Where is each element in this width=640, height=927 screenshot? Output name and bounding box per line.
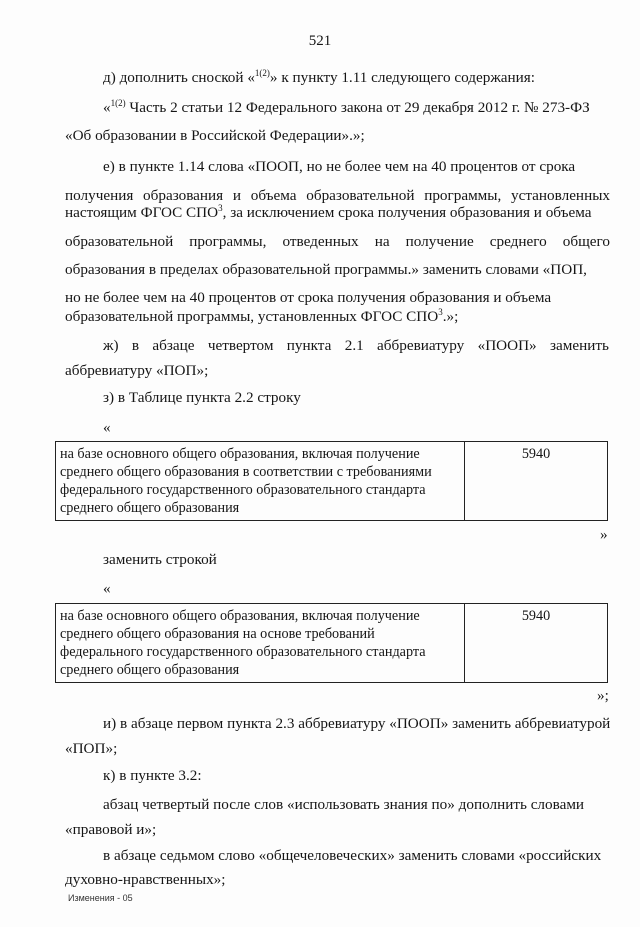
quote-open-2: «: [103, 580, 111, 597]
paragraph-e-line-7: образовательной программы, установленных ФГОС СПО$^3$.»;: [65, 307, 459, 325]
old-row-description: на базе основного общего образования, включая получение среднего общего образования в соответствии с требованиями федерального государственного образовательного стандарта среднего общего образования: [56, 442, 465, 521]
word: «ПООП»: [477, 337, 537, 354]
paragraph-k: к) в пункте 3.2:: [103, 767, 202, 784]
footnote-line-1: «$^{1(2)}$ Часть 2 статьи 12 Федерального закона от 29 декабря 2012 г. № 273-ФЗ: [103, 98, 590, 116]
word: 2.1: [344, 337, 364, 354]
word: образовательной: [65, 233, 174, 250]
word: аббревиатуру: [377, 337, 465, 354]
paragraph-e-line-3: настоящим ФГОС СПО$^3$, за исключением срока получения образования и объема: [65, 203, 592, 221]
word: четвертом: [207, 337, 274, 354]
new-row-description: на базе основного общего образования, включая получение среднего общего образования на основе требований федерального государственного образовательного стандарта среднего общего образования: [56, 604, 465, 683]
paragraph-i-line-2: «ПОП»;: [65, 740, 118, 757]
footer-revision-mark: Изменения - 05: [68, 893, 133, 903]
word: абзаце: [152, 337, 195, 354]
paragraph-i-line-1: и) в абзаце первом пункта 2.3 аббревиатуру «ПООП» заменить аббревиатурой: [103, 715, 611, 732]
paragraph-k-abz7-line-2: духовно-нравственных»;: [65, 871, 226, 888]
old-row-value: 5940: [465, 442, 608, 521]
paragraph-e-line-1: е) в пункте 1.14 слова «ПООП, но не более чем на 40 процентов от срока: [103, 158, 576, 175]
paragraph-k-abz4-line-1: абзац четвертый после слов «использовать знания по» дополнить словами: [103, 796, 585, 813]
paragraph-e-line-6: но не более чем на 40 процентов от срока получения образования и объема: [65, 289, 552, 306]
paragraph-k-abz7-line-1: в абзаце седьмом слово «общечеловеческих» заменить словами «российских: [103, 847, 602, 864]
paragraph-zh-line-2: аббревиатуру «ПОП»;: [65, 362, 209, 379]
word: получение: [405, 233, 474, 250]
word: в: [131, 337, 140, 354]
new-row-value: 5940: [465, 604, 608, 683]
word: программы,: [189, 233, 267, 250]
new-table-row: [55, 603, 608, 683]
quote-open-1: «: [103, 419, 111, 436]
word: заменить: [550, 337, 609, 354]
word: общего: [562, 233, 610, 250]
word: на: [374, 233, 390, 250]
paragraph-k-abz4-line-2: «правовой и»;: [65, 821, 157, 838]
quote-close-2: »;: [597, 687, 609, 704]
word: ж): [103, 337, 119, 354]
paragraph-e-line-5: образования в пределах образовательной программы.» заменить словами «ПОП,: [65, 261, 587, 278]
page-number: 521: [308, 33, 332, 49]
paragraph-zh-line-1: [103, 336, 609, 356]
paragraph-e-line-2: получения образования и объема образовательной программы, установленных: [65, 187, 610, 204]
old-table-row: [55, 441, 608, 521]
word: среднего: [489, 233, 547, 250]
word: пункта: [286, 337, 332, 354]
paragraph-d: д) дополнить сноской «$^{1(2)}$» к пункту 1.11 следующего содержания:: [103, 68, 536, 86]
replace-with-row: заменить строкой: [103, 551, 217, 568]
quote-close-1: »: [600, 526, 608, 543]
paragraph-z: з) в Таблице пункта 2.2 строку: [103, 389, 301, 406]
paragraph-e-line-4: [65, 232, 610, 252]
word: отведенных: [282, 233, 359, 250]
footnote-line-2: «Об образовании в Российской Федерации».»;: [65, 127, 365, 144]
